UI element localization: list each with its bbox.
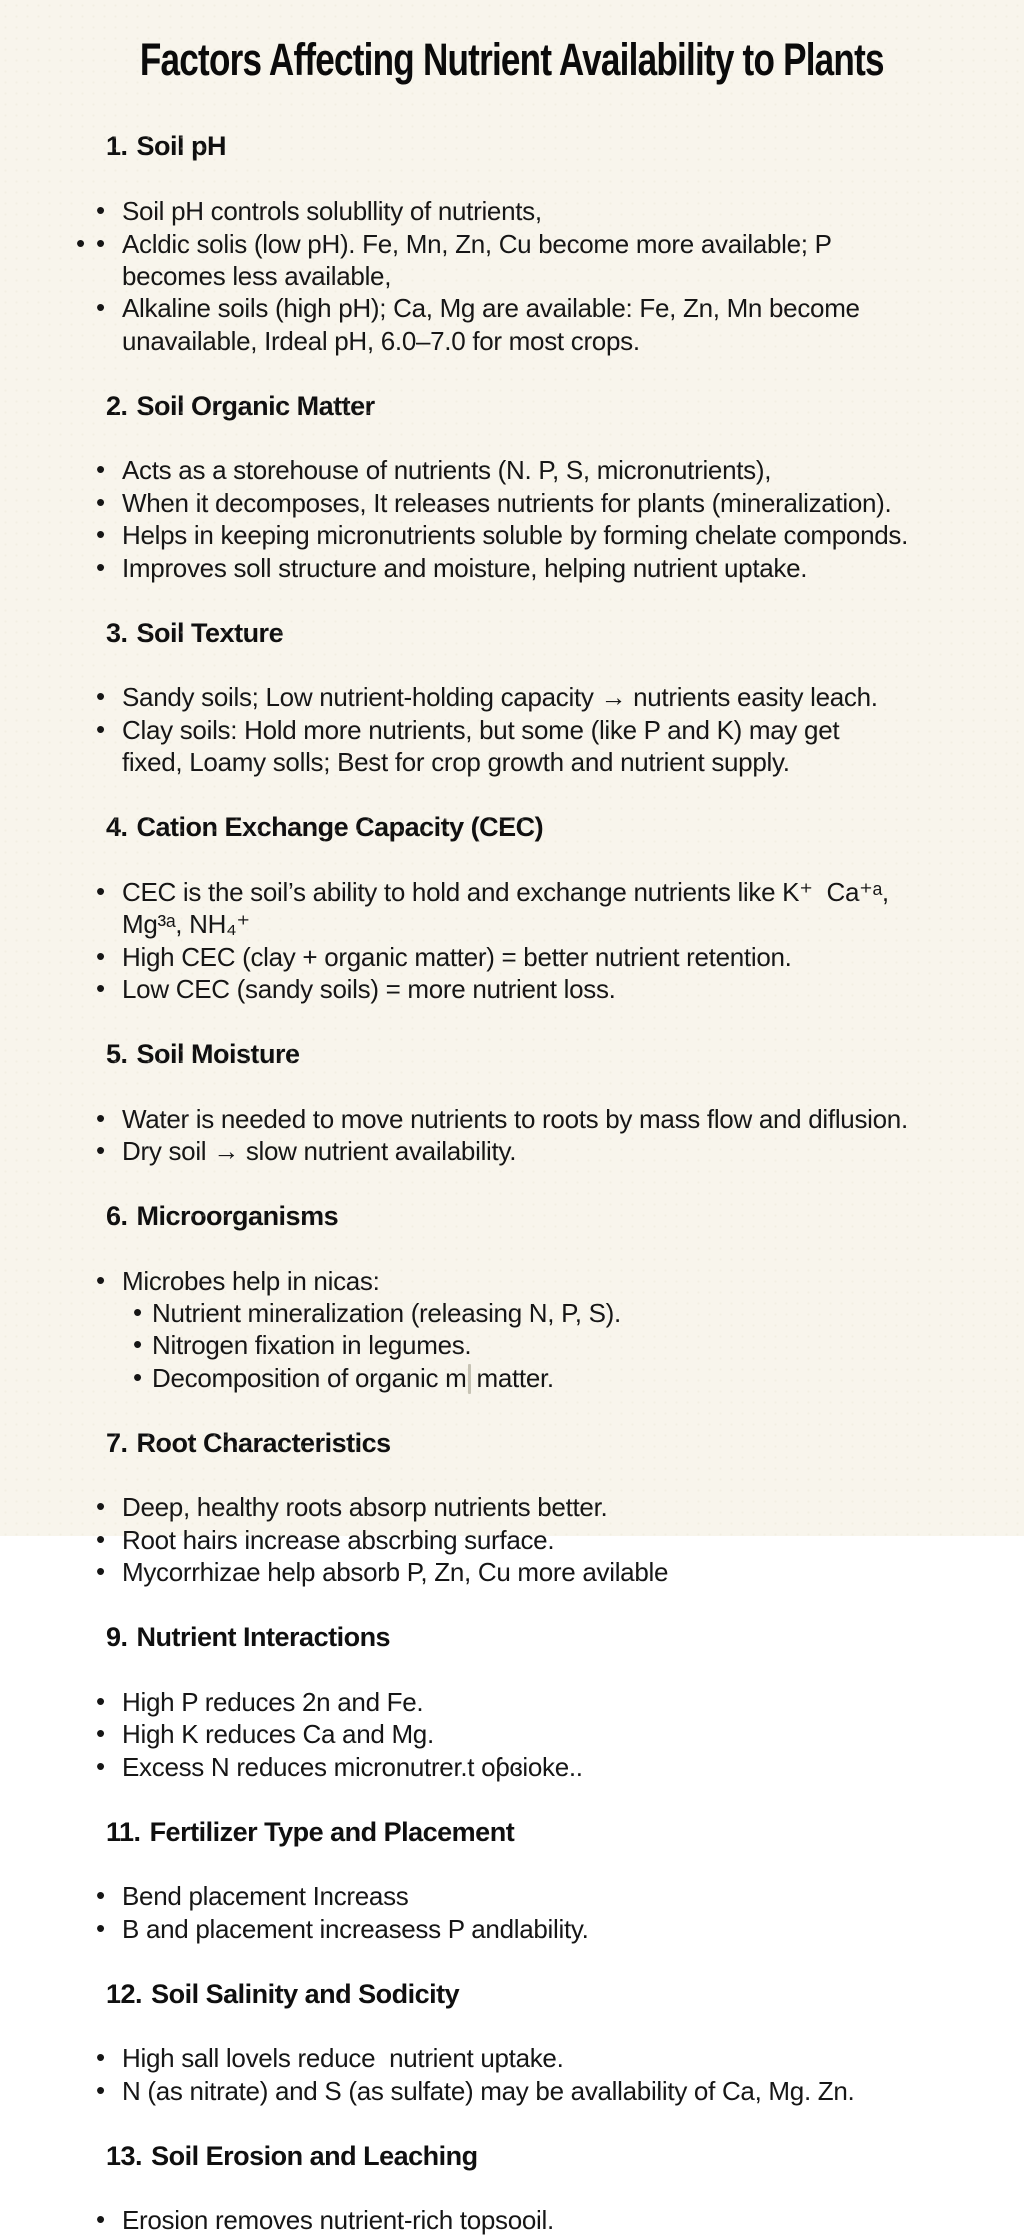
section-heading (0, 779, 1024, 876)
bullet-icon: • (96, 940, 105, 971)
list-item (0, 487, 1024, 519)
item-lines (122, 941, 1024, 973)
bullet-icon: • (96, 2204, 105, 2235)
bullet-icon: • (96, 1556, 105, 1587)
section-heading (0, 2107, 1024, 2204)
section-title: Soil Erosion and Leaching (151, 2140, 478, 2171)
bullet-icon: • (96, 1102, 105, 1133)
list-item (0, 1362, 1024, 1394)
list-item (0, 1880, 1024, 1912)
stray-bullet-icon: • (76, 227, 85, 258)
item-lines (122, 552, 1024, 584)
section (0, 357, 1024, 584)
item-lines (122, 228, 1024, 293)
section (0, 1005, 1024, 1167)
item-lines (152, 1297, 1024, 1329)
section-heading (0, 1394, 1024, 1491)
item-lines (122, 2204, 1024, 2236)
text-line: Dry soil → slow nutrient availability. (122, 1136, 517, 1166)
item-lines (122, 1913, 1024, 1945)
list-item (0, 1297, 1024, 1329)
section-items (0, 681, 1024, 778)
list-item (0, 876, 1024, 941)
section-title: Soil Salinity and Sodicity (151, 1978, 460, 2009)
item-lines (122, 1718, 1024, 1750)
section-heading (0, 1945, 1024, 2042)
item-lines (122, 487, 1024, 519)
section (0, 1394, 1024, 1588)
text-line: High P reduces 2n and Fe. (122, 1686, 424, 1717)
item-lines (122, 1751, 1024, 1783)
list-item (0, 195, 1024, 227)
item-lines (122, 454, 1024, 486)
text-segment: Decomposition of organic m (152, 1362, 467, 1393)
section-number: 1. (106, 131, 128, 162)
bullet-icon: • (133, 1361, 142, 1392)
section-title: Soil Moisture (136, 1038, 300, 1069)
text-line: CEC is the soil’s ability to hold and exchange nutrients like K⁺ Ca⁺ᵃ, (122, 876, 889, 907)
section-title: Soil Organic Matter (136, 390, 375, 421)
section-number: 3. (106, 617, 128, 648)
text-line: High K reduces Ca and Mg. (122, 1719, 434, 1750)
bullet-icon: • (96, 292, 105, 323)
item-lines (122, 1265, 1024, 1297)
item-lines (122, 973, 1024, 1005)
bullet-icon: • (96, 1750, 105, 1781)
list-item (0, 2042, 1024, 2074)
text-line: Microbes help in nicas: (122, 1265, 380, 1296)
text-line: Acts as a storehouse of nutrients (N. P, S, micronutrients), (122, 455, 772, 486)
section-heading (0, 357, 1024, 454)
item-lines (122, 876, 1024, 941)
bullet-icon: • (96, 454, 105, 485)
text-line: Water is needed to move nutrients to roots by mass flow and diflusion. (122, 1103, 908, 1134)
bullet-icon: • (133, 1329, 142, 1360)
text-line: High sall lovels reduce nutrient uptake. (122, 2043, 564, 2074)
list-item (0, 1265, 1024, 1297)
text-line (152, 1362, 1024, 1394)
section-title: Cation Exchange Capacity (CEC) (136, 811, 544, 842)
text-segment: matter. (476, 1362, 554, 1393)
item-lines (122, 1880, 1024, 1912)
text-line: Erosion removes nutrient-rich topsooil. (122, 2205, 554, 2236)
text-line: Improves soll structure and moisture, helping nutrient uptake. (122, 552, 808, 583)
section-heading (0, 1167, 1024, 1264)
list-item (0, 1556, 1024, 1588)
item-lines (122, 1135, 1024, 1167)
text-line: High CEC (clay + organic matter) = better nutrient retention. (122, 941, 792, 972)
section-number: 6. (106, 1200, 128, 1231)
text-line: becomes less available, (122, 261, 392, 292)
bullet-icon: • (96, 1135, 105, 1165)
section (0, 1945, 1024, 2107)
list-item (0, 1751, 1024, 1783)
list-item (0, 973, 1024, 1005)
section (0, 98, 1024, 357)
bullet-icon: • (96, 2074, 105, 2105)
item-lines (122, 195, 1024, 227)
bullet-icon: • (96, 519, 105, 550)
section-items (0, 876, 1024, 1006)
section-number: 5. (106, 1038, 128, 1069)
text-line: unavailable, Irdeal pH, 6.0–7.0 for most crops. (122, 325, 640, 356)
section-items (0, 1686, 1024, 1783)
list-item (0, 941, 1024, 973)
section-title: Soil pH (136, 131, 227, 162)
section-number: 13. (106, 2140, 143, 2171)
section-heading (0, 584, 1024, 681)
section (0, 1589, 1024, 1783)
bullet-icon: • (96, 227, 105, 258)
bullet-icon: • (96, 551, 105, 582)
text-line: Excess N reduces micronutrer.t oƥɞioke.. (122, 1751, 583, 1782)
bullet-icon: • (96, 681, 105, 712)
text-line: Clay soils: Hold more nutrients, but some (like P and K) may get (122, 714, 840, 745)
section-items (0, 1103, 1024, 1168)
section-items (0, 454, 1024, 584)
section (0, 1167, 1024, 1394)
bullet-icon: • (96, 1912, 105, 1943)
bullet-icon: • (96, 195, 105, 226)
text-line: B and placement increasess P andlability. (122, 1913, 589, 1944)
section (0, 1783, 1024, 1945)
section-number: 9. (106, 1622, 128, 1653)
list-item (0, 1718, 1024, 1750)
list-item (0, 2075, 1024, 2107)
bullet-icon: • (96, 1685, 105, 1716)
text-line: Nutrient mineralization (releasing N, P, S). (152, 1298, 621, 1329)
item-lines (122, 1103, 1024, 1135)
text-line: Deep, healthy roots absorp nutrients better. (122, 1492, 608, 1523)
item-lines (122, 519, 1024, 551)
item-lines (122, 292, 1024, 357)
bullet-icon: • (96, 972, 105, 1003)
item-lines (152, 1329, 1024, 1361)
list-item (0, 228, 1024, 293)
text-line: Root hairs increase abscrbing surface. (122, 1524, 555, 1555)
item-lines (122, 1524, 1024, 1556)
text-line: N (as nitrate) and S (as sulfate) may be avallability of Ca, Mg. Zn. (122, 2075, 855, 2106)
text-line: Helps in keeping micronutrients soluble by forming chelate componds. (122, 520, 909, 551)
list-item (0, 1103, 1024, 1135)
text-line: Mycorrhizae help absorb P, Zn, Cu more avilable (122, 1557, 669, 1588)
text-line: When it decomposes, It releases nutrients for plants (mineralization). (122, 487, 892, 518)
section-number: 4. (106, 811, 128, 842)
text-line: Acldic solis (low pH). Fe, Mn, Zn, Cu become more available; P (122, 228, 832, 259)
section-items (0, 1880, 1024, 1945)
text-line: Nitrogen fixation in legumes. (152, 1330, 472, 1361)
list-item (0, 519, 1024, 551)
section-number: 11. (106, 1816, 141, 1847)
list-item (0, 454, 1024, 486)
section-title: Soil Texture (136, 617, 284, 648)
list-item (0, 681, 1024, 713)
section-title: Nutrient Interactions (136, 1622, 391, 1653)
section-items (0, 195, 1024, 357)
section-items (0, 2042, 1024, 2107)
section-heading (0, 1783, 1024, 1880)
section-items (0, 1491, 1024, 1588)
page-title (0, 0, 1024, 84)
text-line: Bend placement Increass (122, 1881, 409, 1912)
item-lines (152, 1362, 1024, 1394)
section-number: 2. (106, 390, 128, 421)
list-item (0, 714, 1024, 779)
item-lines (122, 681, 1024, 713)
text-line: Alkaline soils (high pH); Ca, Mg are available: Fe, Zn, Mn become (122, 293, 860, 324)
item-lines (122, 2042, 1024, 2074)
bullet-icon: • (96, 713, 105, 744)
list-item (0, 552, 1024, 584)
list-item (0, 1913, 1024, 1945)
section-number: 12. (106, 1978, 143, 2009)
section-heading (0, 98, 1024, 195)
text-line: Sandy soils; Low nutrient-holding capacity → nutrients easity leach. (122, 682, 878, 713)
artifact-mark (468, 1364, 471, 1394)
bullet-icon: • (96, 1880, 105, 1911)
item-lines (122, 714, 1024, 779)
bullet-icon: • (96, 1718, 105, 1749)
bullet-icon: • (96, 1264, 105, 1295)
list-item (0, 1329, 1024, 1361)
section-items (0, 2204, 1024, 2236)
text-line: Mg³ᵃ, NH₄⁺ (122, 909, 250, 940)
item-lines (122, 2075, 1024, 2107)
page-title-text: Factors Affecting Nutrient Availability to Plants (140, 34, 884, 85)
sections-container (0, 98, 1024, 2237)
bullet-icon: • (96, 2042, 105, 2073)
list-item (0, 2204, 1024, 2236)
list-item (0, 1686, 1024, 1718)
section (0, 779, 1024, 1006)
bullet-icon: • (96, 1523, 105, 1554)
bullet-icon: • (96, 875, 105, 906)
bullet-icon: • (96, 486, 105, 517)
item-lines (122, 1491, 1024, 1523)
section-number: 7. (106, 1427, 128, 1458)
bullet-icon: • (133, 1297, 142, 1328)
section-heading (0, 1589, 1024, 1686)
section-items (0, 1265, 1024, 1395)
section-title: Root Characteristics (136, 1427, 391, 1458)
text-line: Low CEC (sandy soils) = more nutrient loss. (122, 973, 616, 1004)
section (0, 584, 1024, 778)
section-title: Microorganisms (136, 1200, 339, 1231)
item-lines (122, 1686, 1024, 1718)
bullet-icon: • (96, 1491, 105, 1522)
list-item (0, 292, 1024, 357)
list-item (0, 1135, 1024, 1167)
item-lines (122, 1556, 1024, 1588)
list-item (0, 1524, 1024, 1556)
list-item (0, 1491, 1024, 1523)
text-line: fixed, Loamy solls; Best for crop growth and nutrient supply. (122, 747, 790, 778)
section-heading (0, 1005, 1024, 1102)
section-title: Fertilizer Type and Placement (149, 1816, 515, 1847)
section (0, 2107, 1024, 2237)
text-line: Soil pH controls solubllity of nutrients, (122, 196, 542, 227)
